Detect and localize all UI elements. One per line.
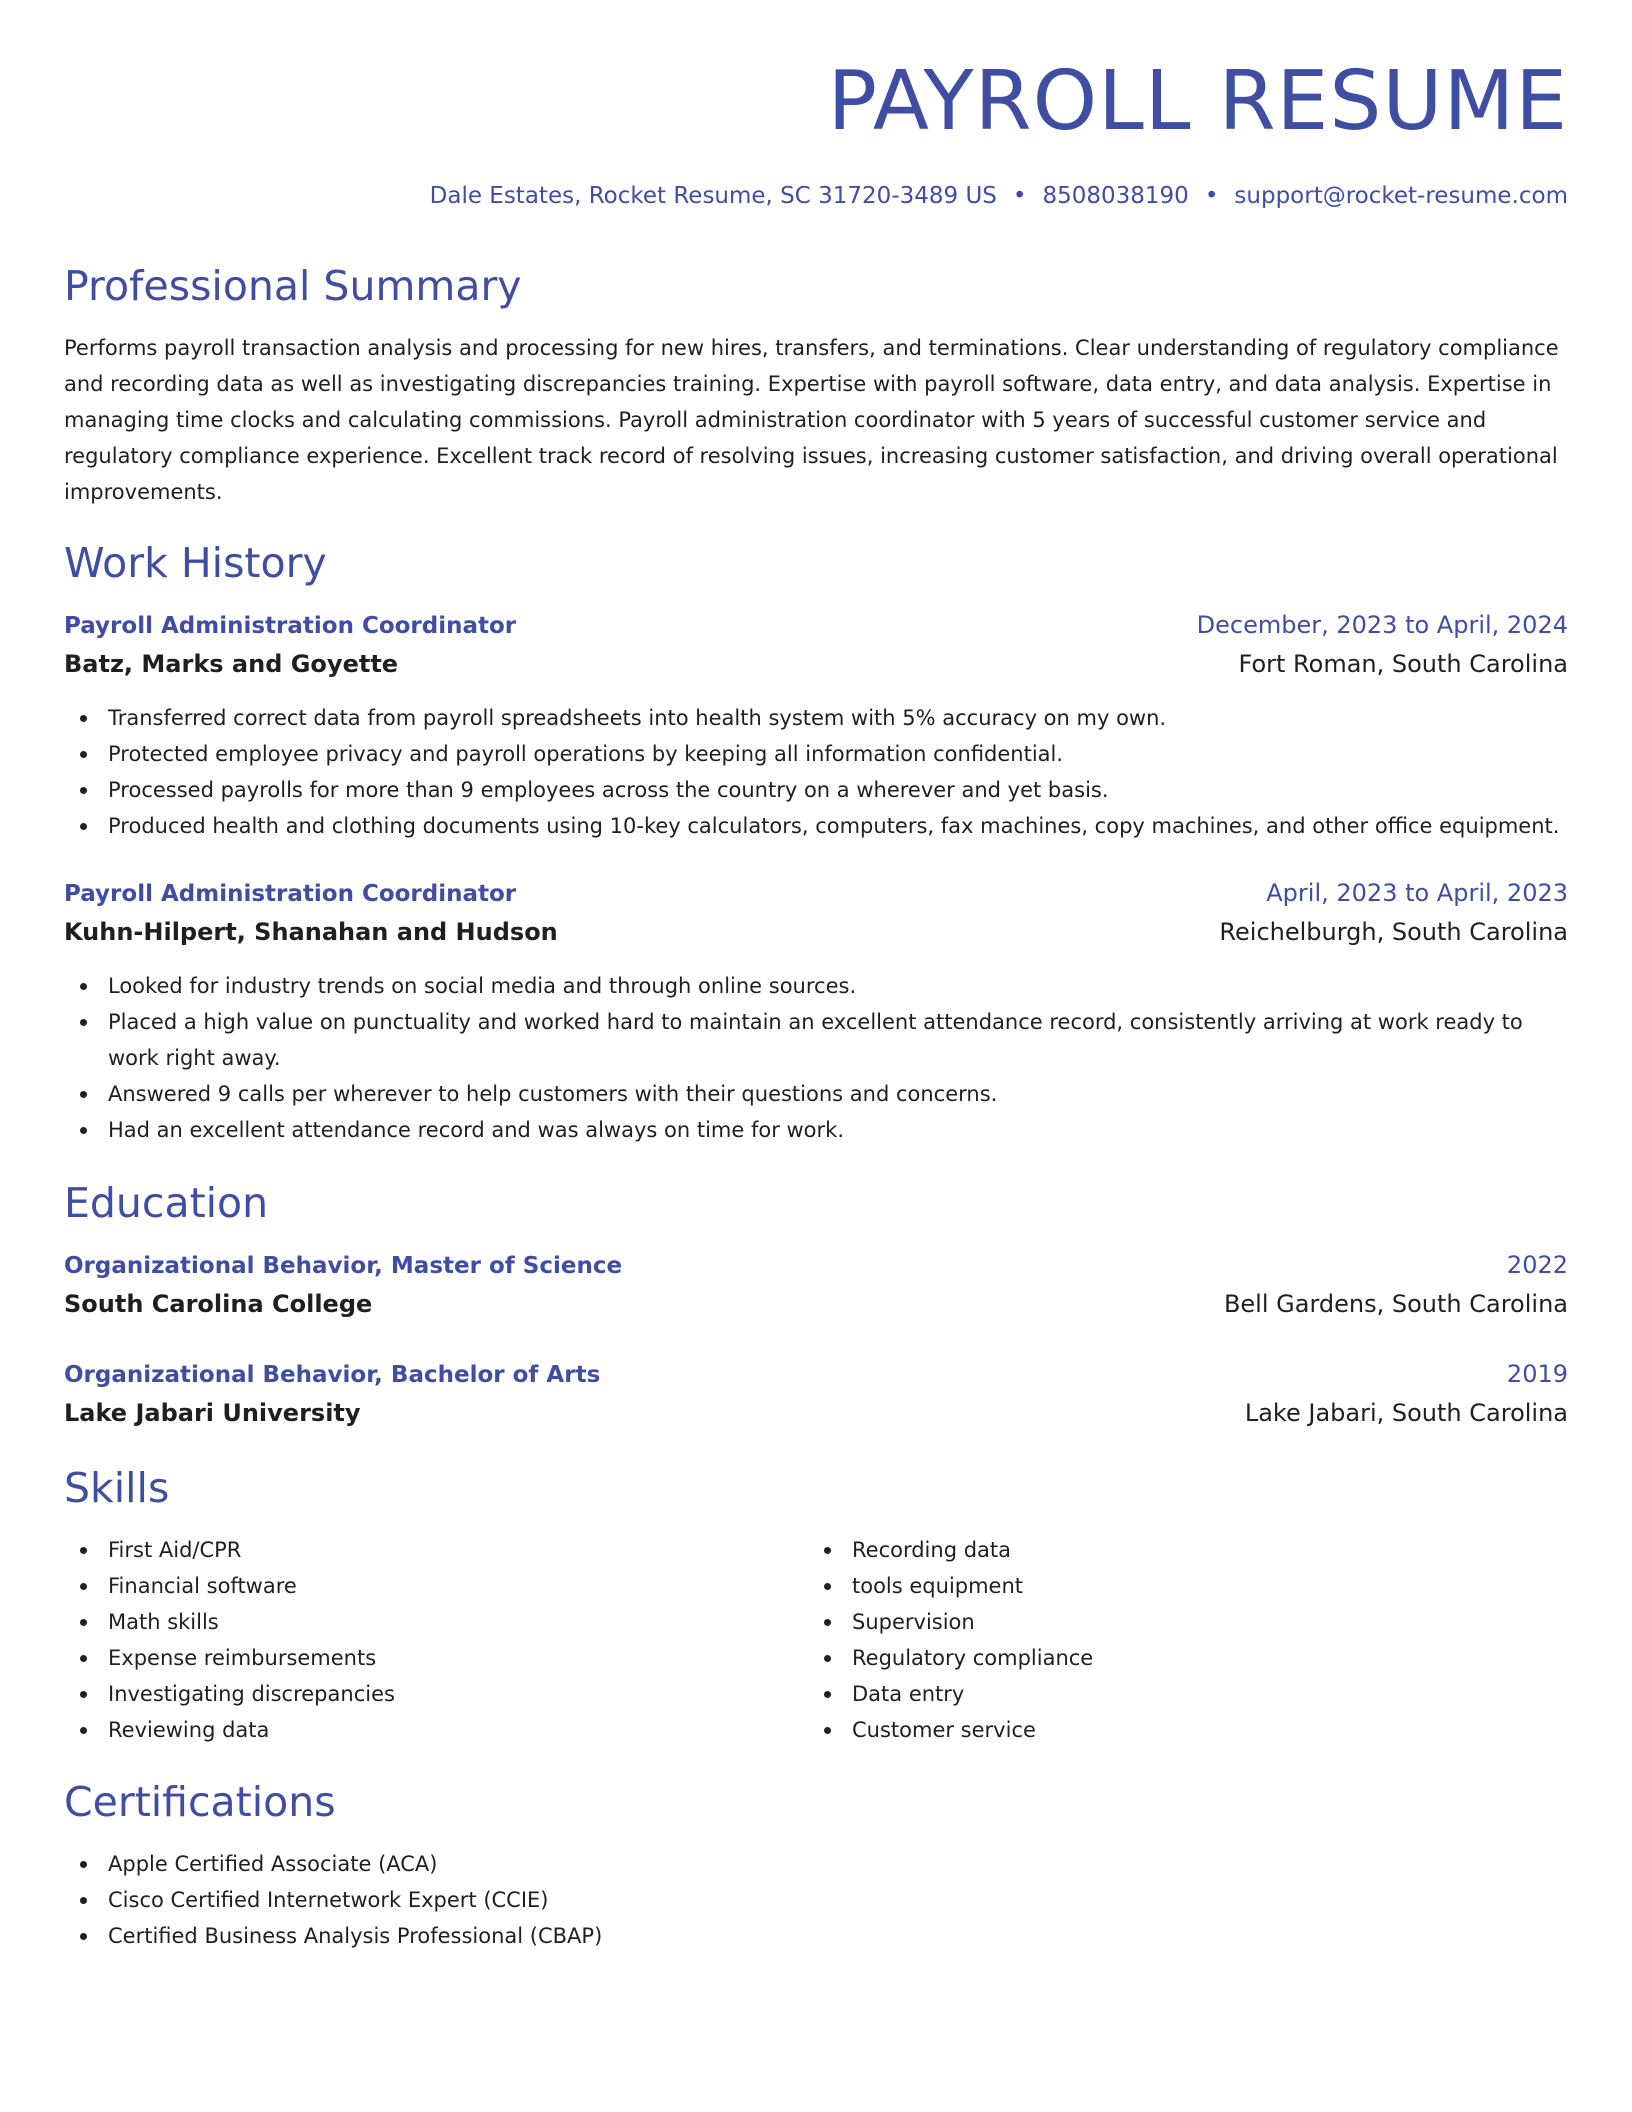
list-item: Protected employee privacy and payroll operations by keeping all information confidential. bbox=[64, 736, 1568, 772]
certifications-list bbox=[64, 1846, 1568, 1954]
list-item: Reviewing data bbox=[64, 1712, 808, 1748]
job-dates: April, 2023 to April, 2023 bbox=[1266, 879, 1568, 907]
list-item: Customer service bbox=[808, 1712, 1552, 1748]
list-item: Expense reimbursements bbox=[64, 1640, 808, 1676]
list-item: Answered 9 calls per wherever to help customers with their questions and concerns. bbox=[64, 1076, 1568, 1112]
list-item: Supervision bbox=[808, 1604, 1552, 1640]
list-item: First Aid/CPR bbox=[64, 1532, 808, 1568]
list-item: tools equipment bbox=[808, 1568, 1552, 1604]
job-employer-row bbox=[64, 918, 1568, 946]
job-bullets bbox=[64, 700, 1568, 844]
degree: Organizational Behavior, Master of Science bbox=[64, 1253, 623, 1279]
education-school-row bbox=[64, 1290, 1568, 1318]
list-item: Processed payrolls for more than 9 employees across the country on a wherever and yet basis. bbox=[64, 772, 1568, 808]
list-item: Investigating discrepancies bbox=[64, 1676, 808, 1712]
education-school-row bbox=[64, 1399, 1568, 1427]
skills-columns bbox=[64, 1532, 1568, 1748]
resume-title: PAYROLL RESUME bbox=[827, 54, 1568, 149]
school: Lake Jabari University bbox=[64, 1399, 361, 1427]
address: Dale Estates, Rocket Resume, SC 31720-3489 US bbox=[429, 183, 997, 209]
job-location: Fort Roman, South Carolina bbox=[1238, 650, 1568, 678]
list-item: Data entry bbox=[808, 1676, 1552, 1712]
education-header bbox=[64, 1360, 1568, 1388]
employer: Batz, Marks and Goyette bbox=[64, 650, 399, 678]
job-employer-row bbox=[64, 650, 1568, 678]
list-item: Looked for industry trends on social media and through online sources. bbox=[64, 968, 1568, 1004]
job-header bbox=[64, 879, 1568, 907]
degree: Organizational Behavior, Bachelor of Arts bbox=[64, 1362, 601, 1388]
employer: Kuhn-Hilpert, Shanahan and Hudson bbox=[64, 918, 558, 946]
education-heading: Education bbox=[64, 1179, 269, 1227]
graduation-year: 2022 bbox=[1506, 1251, 1568, 1279]
job-header bbox=[64, 611, 1568, 639]
phone: 8508038190 bbox=[1042, 183, 1189, 209]
school-location: Lake Jabari, South Carolina bbox=[1244, 1399, 1568, 1427]
certifications-heading: Certifications bbox=[64, 1778, 336, 1826]
summary-heading: Professional Summary bbox=[64, 262, 522, 310]
job-dates: December, 2023 to April, 2024 bbox=[1196, 611, 1568, 639]
school-location: Bell Gardens, South Carolina bbox=[1223, 1290, 1568, 1318]
job-location: Reichelburgh, South Carolina bbox=[1219, 918, 1568, 946]
education-header bbox=[64, 1251, 1568, 1279]
list-item: Recording data bbox=[808, 1532, 1552, 1568]
summary-text: Performs payroll transaction analysis and processing for new hires, transfers, and terminations. Clear understanding of regulatory compliance and recording data as well as investigating discrepancies training. Expertise with payroll software, data entry, and data analysis. Expertise in managing time clocks and calculating commissions. Payroll administration coordinator with 5 years of successful customer service and regulatory compliance experience. Excellent track record of resolving issues, increasing customer satisfaction, and driving overall operational improvements. bbox=[64, 336, 1559, 504]
list-item: Had an excellent attendance record and was always on time for work. bbox=[64, 1112, 1568, 1148]
list-item: Certified Business Analysis Professional (CBAP) bbox=[64, 1918, 1568, 1954]
separator-dot: • bbox=[1204, 183, 1219, 209]
list-item: Cisco Certified Internetwork Expert (CCIE) bbox=[64, 1882, 1568, 1918]
list-item: Regulatory compliance bbox=[808, 1640, 1552, 1676]
list-item: Apple Certified Associate (ACA) bbox=[64, 1846, 1568, 1882]
list-item: Produced health and clothing documents using 10-key calculators, computers, fax machines, copy machines, and other office equipment. bbox=[64, 808, 1568, 844]
separator-dot: • bbox=[1012, 183, 1027, 209]
job-title: Payroll Administration Coordinator bbox=[64, 881, 517, 907]
work-history-heading: Work History bbox=[64, 539, 327, 587]
email-link[interactable]: support@rocket-resume.com bbox=[1234, 183, 1568, 209]
skills-heading: Skills bbox=[64, 1464, 170, 1512]
list-item: Financial software bbox=[64, 1568, 808, 1604]
skills-list-right bbox=[808, 1532, 1552, 1748]
graduation-year: 2019 bbox=[1506, 1360, 1568, 1388]
skills-list-left bbox=[64, 1532, 808, 1748]
list-item: Math skills bbox=[64, 1604, 808, 1640]
job-title: Payroll Administration Coordinator bbox=[64, 613, 517, 639]
list-item: Placed a high value on punctuality and worked hard to maintain an excellent attendance record, consistently arriving at work ready to work right away. bbox=[64, 1004, 1568, 1076]
school: South Carolina College bbox=[64, 1290, 373, 1318]
list-item: Transferred correct data from payroll spreadsheets into health system with 5% accuracy on my own. bbox=[64, 700, 1568, 736]
contact-line bbox=[430, 181, 1568, 211]
job-bullets bbox=[64, 968, 1568, 1148]
